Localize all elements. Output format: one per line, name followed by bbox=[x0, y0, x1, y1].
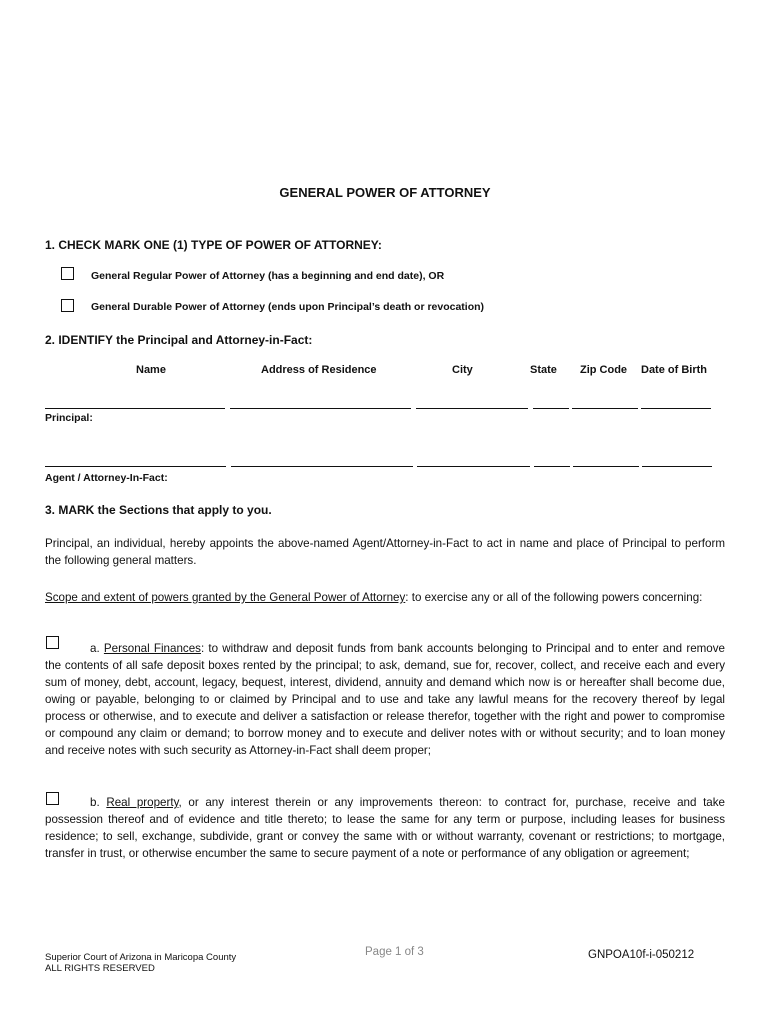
item-prefix: b. bbox=[90, 796, 107, 809]
regular-poa-label: General Regular Power of Attorney (has a beginning and end date), OR bbox=[91, 270, 445, 282]
durable-poa-label: General Durable Power of Attorney (ends upon Principal’s death or revocation) bbox=[91, 301, 485, 313]
personal-finances-title: Personal Finances bbox=[103, 642, 201, 655]
real-property-text: , or any interest therein or any improvements thereon: to contract for, purchase, receive and take possession thereof and of evidence and title thereto; to lease the same for any term or purpose, including leases for business residence; to sell, exchange, subdivide, grant or convey the same with or without warranty, covenant or restrictions; to mortgage, transfer in trust, or otherwise encumber the same to secure payment of a note or performance of any obligation or agreement; bbox=[45, 796, 725, 860]
column-header-name: Name bbox=[136, 364, 166, 376]
scope-text: : to exercise any or all of the following powers concerning: bbox=[405, 591, 703, 604]
appointment-paragraph: Principal, an individual, hereby appoints the above-named Agent/Attorney-in-Fact to act in name and place of Principal to perform the following general matters. bbox=[45, 537, 725, 567]
principal-label: Principal: bbox=[45, 412, 93, 424]
form-code: GNPOA10f-i-050212 bbox=[588, 949, 695, 961]
section3-heading: 3. MARK the Sections that apply to you. bbox=[45, 503, 272, 517]
agent-state-field[interactable] bbox=[534, 466, 570, 467]
real-property-paragraph bbox=[45, 794, 725, 862]
court-footer bbox=[45, 952, 236, 974]
agent-name-field[interactable] bbox=[45, 466, 226, 467]
column-header-address: Address of Residence bbox=[261, 364, 377, 376]
court-name: Superior Court of Arizona in Maricopa County bbox=[45, 952, 237, 963]
personal-finances-paragraph bbox=[45, 640, 725, 759]
principal-name-field[interactable] bbox=[45, 408, 225, 409]
real-property-title: Real property bbox=[106, 796, 179, 809]
scope-heading: Scope and extent of powers granted by the General Power of Attorney bbox=[45, 591, 406, 604]
agent-city-field[interactable] bbox=[417, 466, 530, 467]
rights-reserved: ALL RIGHTS RESERVED bbox=[45, 963, 155, 974]
column-header-city: City bbox=[452, 364, 473, 376]
column-header-dob: Date of Birth bbox=[641, 364, 707, 376]
durable-poa-checkbox[interactable] bbox=[61, 299, 74, 312]
column-header-state: State bbox=[530, 364, 557, 376]
column-header-zip: Zip Code bbox=[580, 364, 628, 376]
section2-heading: 2. IDENTIFY the Principal and Attorney-in-Fact: bbox=[45, 333, 313, 347]
personal-finances-text: : to withdraw and deposit funds from bank accounts belonging to Principal and to enter and remove the contents of all safe deposit boxes rented by the principal; to ask, demand, sue for, recover, collect, and receive each and every sum of money, debt, account, legacy, bequest, interest, dividend, annuity and demand which now is or hereafter shall become due, owing or payable, belonging to or claimed by Principal and to use and take any lawful means for the recovery thereof by legal process or otherwise, and to execute and deliver a satisfaction or release therefor, together with the right and power to compromise or compound any claim or demand; to borrow money and to execute and deliver notes with or without security; and to loan money and receive notes with such security as Attorney-in-Fact shall deem proper; bbox=[45, 642, 726, 757]
principal-city-field[interactable] bbox=[416, 408, 528, 409]
agent-address-field[interactable] bbox=[231, 466, 413, 467]
principal-dob-field[interactable] bbox=[641, 408, 711, 409]
regular-poa-checkbox[interactable] bbox=[61, 267, 74, 280]
agent-zip-field[interactable] bbox=[573, 466, 639, 467]
document-title: GENERAL POWER OF ATTORNEY bbox=[279, 185, 491, 200]
page-number: Page 1 of 3 bbox=[365, 946, 424, 958]
item-prefix: a. bbox=[90, 642, 104, 655]
agent-label: Agent / Attorney-In-Fact: bbox=[45, 472, 168, 484]
principal-zip-field[interactable] bbox=[572, 408, 638, 409]
section1-heading: 1. CHECK MARK ONE (1) TYPE OF POWER OF ATTORNEY: bbox=[45, 238, 382, 252]
principal-address-field[interactable] bbox=[230, 408, 411, 409]
scope-paragraph bbox=[45, 589, 725, 606]
agent-dob-field[interactable] bbox=[642, 466, 712, 467]
principal-state-field[interactable] bbox=[533, 408, 569, 409]
